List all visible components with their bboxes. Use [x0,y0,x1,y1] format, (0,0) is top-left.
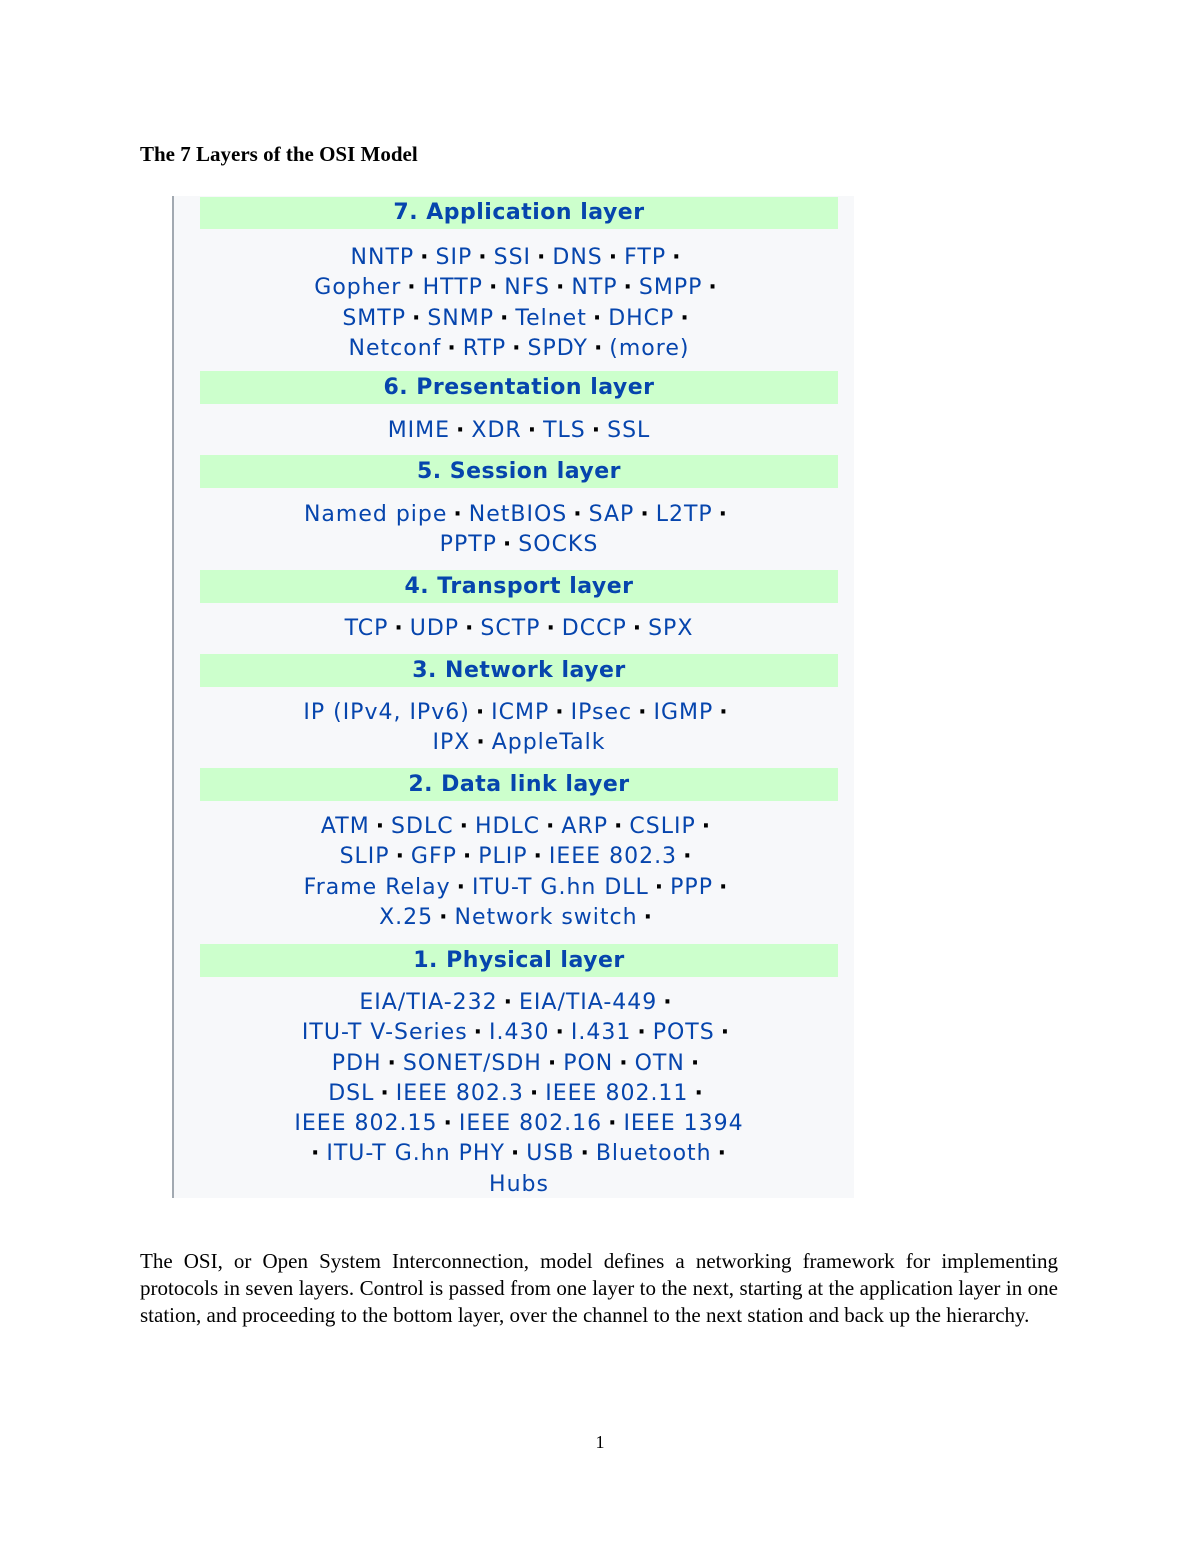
separator-dot: · [556,275,566,301]
osi-layers-navbox [172,196,854,1198]
separator-dot: · [694,1080,704,1106]
protocol-list [200,698,838,759]
protocol-link[interactable]: IEEE 802.11 [545,1080,689,1106]
separator-dot: · [638,700,648,725]
separator-dot: · [453,502,463,527]
protocol-link[interactable]: IPX [432,730,471,756]
protocol-link[interactable]: SAP [588,502,635,527]
separator-dot: · [411,305,422,331]
protocol-link[interactable]: X.25 [379,904,434,930]
protocol-link[interactable]: IEEE 1394 [623,1111,744,1137]
separator-dot: · [654,874,665,900]
protocol-link[interactable]: SSI [493,245,532,270]
separator-dot: · [718,874,729,900]
layer-header[interactable]: 2. Data link layer [200,768,838,801]
protocol-line [200,1109,838,1139]
protocol-line [200,698,838,728]
protocol-link[interactable]: OTN [634,1050,685,1076]
separator-dot: · [527,418,538,443]
protocol-link[interactable]: TLS [543,418,586,443]
protocol-link[interactable]: NNTP [350,245,415,270]
separator-dot: · [478,245,488,270]
protocol-link[interactable]: PPTP [439,532,497,558]
separator-dot: · [443,1111,453,1137]
separator-dot: · [614,814,624,839]
layer-header[interactable]: 4. Transport layer [200,570,838,603]
protocol-list [200,416,838,446]
protocol-link[interactable]: SOCKS [518,532,599,558]
protocol-link[interactable]: NFS [504,275,550,301]
separator-dot: · [593,335,604,361]
protocol-link[interactable]: HTTP [422,275,483,301]
protocol-link[interactable]: NetBIOS [468,502,568,527]
separator-dot: · [591,418,602,443]
separator-dot: · [459,814,469,839]
protocol-line [200,500,838,530]
protocol-link[interactable]: DHCP [608,305,675,331]
protocol-link[interactable]: PDH [331,1050,382,1076]
separator-dot: · [643,904,653,930]
protocol-line [200,728,838,758]
separator-dot: · [476,730,486,756]
protocol-link[interactable]: SMPP [638,275,703,301]
separator-dot: · [623,275,633,301]
protocol-line [200,304,838,334]
protocol-link[interactable]: UDP [409,616,460,641]
protocol-link[interactable]: GFP [410,844,457,870]
protocol-line [200,416,838,446]
separator-dot: · [546,616,556,641]
separator-dot: · [533,844,543,870]
protocol-line [200,988,838,1018]
separator-dot: · [462,844,473,870]
protocol-line [200,903,838,933]
protocol-link[interactable]: ITU-T G.hn PHY [326,1141,505,1167]
separator-dot: · [475,700,486,725]
protocol-line [200,1079,838,1109]
protocol-list [200,988,838,1200]
protocol-link[interactable]: Bluetooth [595,1141,712,1167]
protocol-link[interactable]: TCP [344,616,389,641]
separator-dot: · [640,502,650,527]
protocol-link[interactable]: SLIP [339,844,390,870]
protocol-list [200,500,838,561]
layer-header[interactable]: 7. Application layer [200,197,838,229]
separator-dot: · [395,844,405,870]
protocol-link[interactable]: L2TP [655,502,713,527]
separator-dot: · [500,305,510,331]
protocol-line [200,873,838,903]
separator-dot: · [394,616,404,641]
separator-dot: · [690,1050,701,1076]
protocol-link[interactable]: DCCP [561,616,627,641]
protocol-link[interactable]: AppleTalk [491,730,606,756]
protocol-link[interactable]: HDLC [474,814,541,839]
separator-dot: · [719,700,729,725]
protocol-link[interactable]: CSLIP [629,814,696,839]
separator-dot: · [701,814,712,839]
separator-dot: · [375,814,386,839]
protocol-link[interactable]: SMTP [342,305,406,331]
protocol-link[interactable]: ITU-T G.hn DLL [472,874,649,900]
protocol-link[interactable]: SNMP [427,305,495,331]
protocol-line [200,530,838,560]
protocol-link[interactable]: SONET/SDH [402,1050,542,1076]
protocol-link[interactable]: Telnet [515,305,587,331]
separator-dot: · [488,275,499,301]
separator-dot: · [456,874,467,900]
protocol-link[interactable]: ITU-T V-Series [301,1020,468,1046]
protocol-link[interactable]: DNS [552,245,603,270]
separator-dot: · [592,305,603,331]
protocol-list [200,812,838,933]
separator-dot: · [465,616,475,641]
protocol-link[interactable]: IPsec [570,700,633,725]
protocol-link[interactable]: SPDY [527,335,588,361]
protocol-link[interactable]: IEEE 802.15 [294,1111,438,1137]
protocol-link[interactable]: SDLC [391,814,454,839]
page-number: 1 [595,1432,605,1452]
separator-dot: · [683,844,693,870]
separator-dot: · [573,502,583,527]
protocol-link[interactable]: ARP [561,814,609,839]
protocol-link[interactable]: RTP [462,335,507,361]
separator-dot: · [555,1020,565,1046]
protocol-line [200,1018,838,1048]
protocol-line [200,842,838,872]
protocol-link[interactable]: MIME [387,418,451,443]
separator-dot: · [632,616,643,641]
separator-dot: · [555,700,565,725]
protocol-link[interactable]: SCTP [480,616,541,641]
separator-dot: · [708,275,718,301]
protocol-line [200,334,838,364]
separator-dot: · [718,502,729,527]
separator-dot: · [311,1141,321,1167]
protocol-link[interactable]: SSL [607,418,651,443]
protocol-line [200,1170,838,1200]
separator-dot: · [439,904,449,930]
protocol-link[interactable]: Netconf [348,335,442,361]
separator-dot: · [608,1111,618,1137]
separator-dot: · [608,245,619,270]
separator-dot: · [580,1141,590,1167]
protocol-link[interactable]: ICMP [491,700,550,725]
separator-dot: · [663,990,673,1015]
protocol-link[interactable]: DSL [328,1080,375,1106]
protocol-link[interactable]: Named pipe [303,502,448,527]
protocol-link[interactable]: FTP [624,245,667,270]
protocol-link[interactable]: I.431 [570,1020,632,1046]
separator-dot: · [637,1020,647,1046]
layer-header[interactable]: 6. Presentation layer [200,371,838,404]
protocol-link[interactable]: USB [526,1141,575,1167]
separator-dot: · [456,418,466,443]
separator-dot: · [387,1050,397,1076]
protocol-link[interactable]: PON [563,1050,614,1076]
separator-dot: · [680,305,690,331]
separator-dot: · [547,1050,558,1076]
separator-dot: · [720,1020,731,1046]
protocol-link[interactable]: IEEE 802.3 [548,844,678,870]
protocol-link[interactable]: XDR [471,418,522,443]
separator-dot: · [529,1080,540,1106]
separator-dot: · [407,275,417,301]
separator-dot: · [512,335,522,361]
separator-dot: · [420,245,430,270]
separator-dot: · [510,1141,521,1167]
protocol-link[interactable]: NTP [571,275,618,301]
protocol-line [200,1139,838,1169]
protocol-link[interactable]: ATM [320,814,370,839]
separator-dot: · [473,1020,484,1046]
layer-header[interactable]: 3. Network layer [200,654,838,687]
protocol-link[interactable]: EIA/TIA-232 [359,990,498,1015]
protocol-link[interactable]: Network switch [454,904,638,930]
protocol-link[interactable]: SPX [648,616,694,641]
separator-dot: · [447,335,457,361]
page-title: The 7 Layers of the OSI Model [140,142,418,166]
separator-dot: · [546,814,556,839]
protocol-link[interactable]: Gopher [314,275,402,301]
separator-dot: · [619,1050,629,1076]
protocol-list [200,614,838,644]
separator-dot: · [502,532,513,558]
protocol-link[interactable]: IGMP [653,700,714,725]
protocol-link[interactable]: Frame Relay [303,874,451,900]
protocol-link[interactable]: EIA/TIA-449 [519,990,658,1015]
protocol-link[interactable]: SIP [435,245,473,270]
description-paragraph: The OSI, or Open System Interconnection, model defines a networking framework for implementing protocols in seven layers. Control is passed from one layer to the next, starting at the application layer in one station, and proceeding to the bottom layer, over the channel to the next station and back up the hierarchy. [140,1249,1058,1327]
protocol-line [200,812,838,842]
protocol-link[interactable]: IEEE 802.3 [395,1080,524,1106]
separator-dot: · [503,990,513,1015]
layer-header[interactable]: 1. Physical layer [200,944,838,977]
protocol-line [200,273,838,303]
protocol-line [200,1049,838,1079]
separator-dot: · [717,1141,727,1167]
protocol-list [200,243,838,364]
separator-dot: · [380,1080,390,1106]
protocol-link[interactable]: PPP [670,874,713,900]
protocol-link[interactable]: IEEE 802.16 [458,1111,603,1137]
separator-dot: · [537,245,547,270]
protocol-link[interactable]: POTS [652,1020,715,1046]
protocol-link[interactable]: (more) [609,335,690,361]
protocol-link[interactable]: Hubs [489,1171,549,1197]
protocol-link[interactable]: IP (IPv4, IPv6) [303,700,470,725]
protocol-line [200,243,838,273]
protocol-line [200,614,838,644]
separator-dot: · [672,245,682,270]
layer-header[interactable]: 5. Session layer [200,455,838,488]
protocol-link[interactable]: PLIP [478,844,528,870]
protocol-link[interactable]: I.430 [489,1020,550,1046]
